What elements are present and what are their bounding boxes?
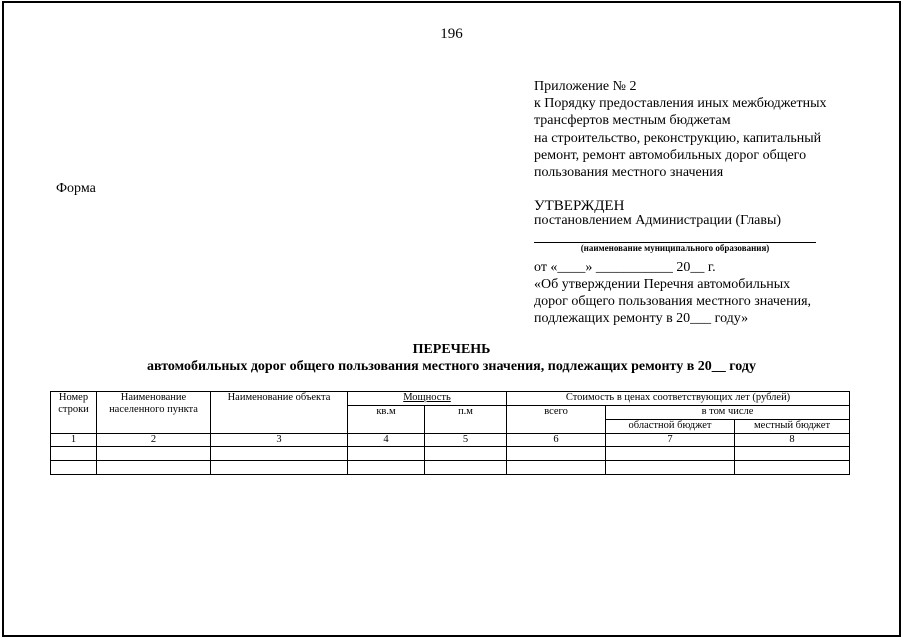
municipality-caption: (наименование муниципального образования) bbox=[580, 243, 770, 253]
page-number: 196 bbox=[440, 26, 463, 42]
column-number: 2 bbox=[97, 434, 211, 447]
table-cell bbox=[211, 461, 348, 475]
header-capacity-sqm: кв.м bbox=[348, 406, 425, 434]
column-number: 8 bbox=[735, 434, 850, 447]
appendix-line: на строительство, реконструкцию, капитальный bbox=[534, 130, 822, 146]
resolution-title bbox=[534, 276, 874, 328]
header-cost: Стоимость в ценах соответствующих лет (рублей) bbox=[507, 392, 850, 406]
date-line: от «____» ___________ 20__ г. bbox=[534, 260, 716, 275]
table-cell bbox=[51, 447, 97, 461]
header-capacity-lm: п.м bbox=[425, 406, 507, 434]
table-cell bbox=[735, 461, 850, 475]
appendix-line: Приложение № 2 bbox=[534, 79, 637, 94]
table-cell bbox=[425, 447, 507, 461]
header-capacity: Мощность bbox=[348, 392, 507, 406]
header-including: в том числе bbox=[606, 406, 850, 420]
header-total: всего bbox=[507, 406, 606, 434]
roads-list-table bbox=[50, 391, 850, 475]
list-title: ПЕРЕЧЕНЬ bbox=[412, 342, 491, 357]
table-cell bbox=[507, 447, 606, 461]
header-settlement: Наименование населенного пункта bbox=[97, 392, 211, 434]
appendix-line: пользования местного значения bbox=[534, 165, 724, 181]
resolution-line: дорог общего пользования местного значения, bbox=[534, 294, 812, 310]
table-cell bbox=[348, 461, 425, 475]
header-local-budget: местный бюджет bbox=[735, 420, 850, 434]
column-number: 3 bbox=[211, 434, 348, 447]
column-number: 5 bbox=[425, 434, 507, 447]
list-subtitle: автомобильных дорог общего пользования местного значения, подлежащих ремонту в 20__ году bbox=[147, 359, 756, 374]
table-cell bbox=[97, 461, 211, 475]
resolution-line: подлежащих ремонту в 20___ году» bbox=[534, 311, 749, 327]
header-row-number: Номер строки bbox=[51, 392, 97, 434]
column-number: 7 bbox=[606, 434, 735, 447]
form-label: Форма bbox=[56, 181, 96, 196]
appendix-block bbox=[534, 78, 874, 181]
table-row bbox=[51, 461, 850, 475]
appendix-line: трансфертов местным бюджетам bbox=[534, 113, 731, 129]
table-row bbox=[51, 447, 850, 461]
column-number: 4 bbox=[348, 434, 425, 447]
table-cell bbox=[211, 447, 348, 461]
table-cell bbox=[507, 461, 606, 475]
approved-by-line: постановлением Администрации (Главы) bbox=[534, 213, 782, 228]
table-cell bbox=[51, 461, 97, 475]
table-cell bbox=[348, 447, 425, 461]
table-cell bbox=[606, 447, 735, 461]
document-page bbox=[2, 1, 901, 637]
table-cell bbox=[606, 461, 735, 475]
appendix-line: к Порядку предоставления иных межбюджетных bbox=[534, 96, 827, 112]
appendix-line: ремонт, ремонт автомобильных дорог общего bbox=[534, 147, 807, 163]
header-object: Наименование объекта bbox=[211, 392, 348, 434]
table-cell bbox=[425, 461, 507, 475]
approved-title: УТВЕРЖДЕН bbox=[534, 198, 625, 214]
table-cell bbox=[97, 447, 211, 461]
header-regional-budget: областной бюджет bbox=[606, 420, 735, 434]
column-number: 1 bbox=[51, 434, 97, 447]
resolution-line: «Об утверждении Перечня автомобильных bbox=[534, 277, 791, 292]
table-cell bbox=[735, 447, 850, 461]
column-number: 6 bbox=[507, 434, 606, 447]
